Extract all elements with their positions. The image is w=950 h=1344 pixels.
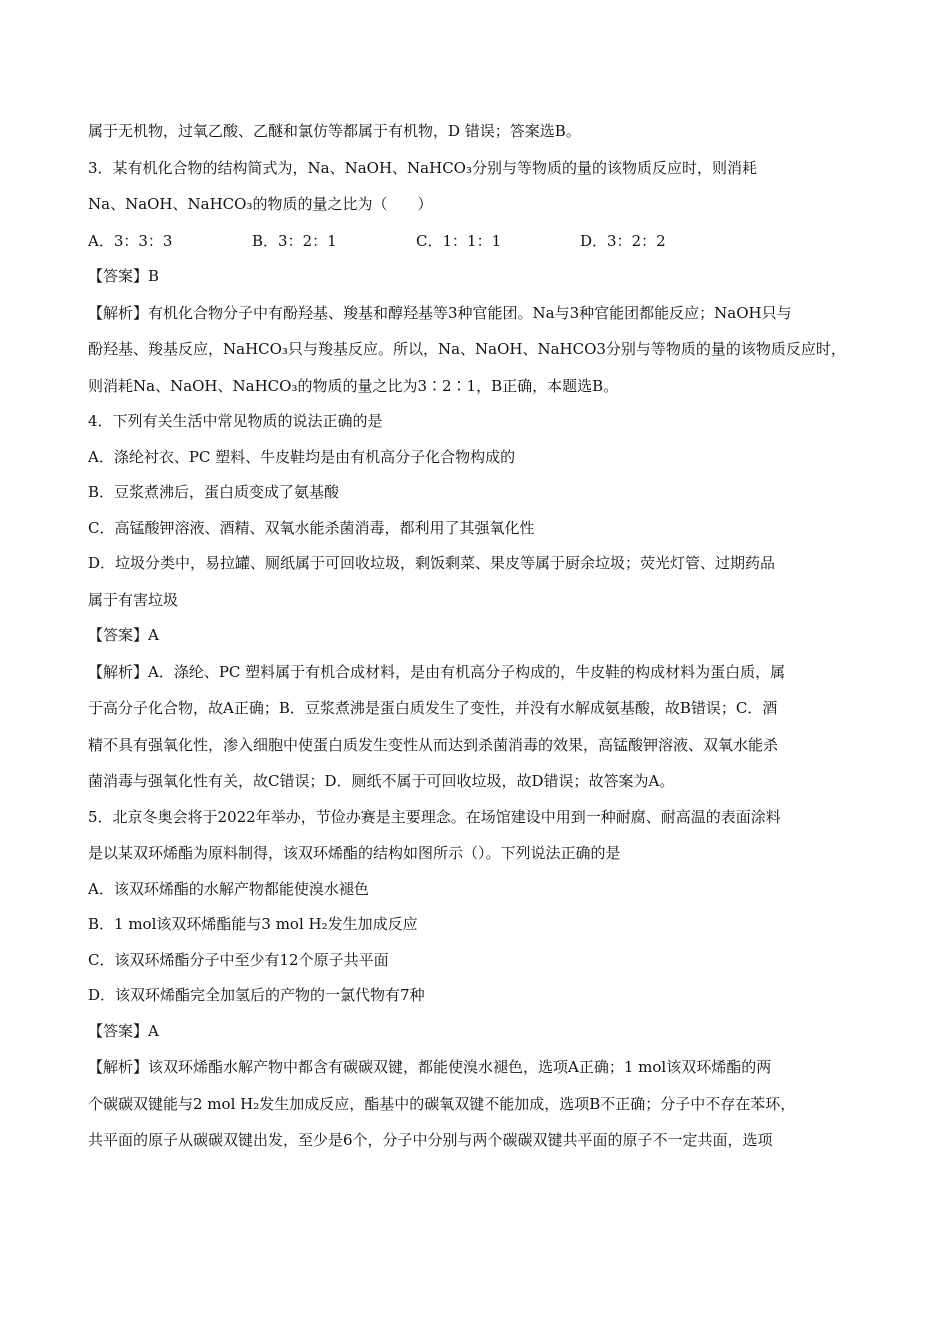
option-d: D．该双环烯酯完全加氢后的产物的一氯代物有7种 <box>88 986 425 1004</box>
answer-line: 【答案】A <box>88 626 159 644</box>
explanation-line: 菌消毒与强氧化性有关，故C错误；D．厕纸不属于可回收垃圾，故D错误；故答案为A。 <box>88 772 675 790</box>
option-a: A．该双环烯酯的水解产物都能使溴水褪色 <box>88 879 369 898</box>
option-d: D．3：2：2 <box>580 231 666 250</box>
option-c: C．该双环烯酯分子中至少有12个原子共平面 <box>88 950 389 969</box>
question-stem: Na、NaOH、NaHCO₃的物质的量之比为（ ） <box>88 195 433 213</box>
question-5 <box>88 807 868 1151</box>
explanation-line: 于高分子化合物，故A正确；B．豆浆煮沸是蛋白质发生了变性，并没有水解成氨基酸，故B错误；C．酒 <box>88 699 778 717</box>
option-c: C．1：1：1 <box>416 231 502 250</box>
explanation-line: 【解析】该双环烯酯水解产物中都含有碳碳双键，都能使溴水褪色，选项A正确；1 mol该双环烯酯的两 <box>88 1058 772 1076</box>
question-stem: 4．下列有关生活中常见物质的说法正确的是 <box>88 412 383 430</box>
option-a: A．3：3：3 <box>88 231 173 250</box>
option-d: D．垃圾分类中，易拉罐、厕纸属于可回收垃圾，剩饭剩菜、果皮等属于厨余垃圾；荧光灯管、过期药品 <box>88 554 776 572</box>
text-line: 属于无机物，过氧乙酸、乙醚和氯仿等都属于有机物，D 错误；答案选B。 <box>88 122 581 140</box>
explanation-line: 酚羟基、羧基反应，NaHCO₃只与羧基反应。所以，Na、NaOH、NaHCO3分别与等物质的量的该物质反应时， <box>88 340 846 358</box>
explanation-line: 精不具有强氧化性，渗入细胞中使蛋白质发生变性从而达到杀菌消毒的效果，高锰酸钾溶液、双氧水能杀 <box>88 735 779 754</box>
question-stem: 是以某双环烯酯为原料制得，该双环烯酯的结构如图所示（）。下列说法正确的是 <box>88 844 621 862</box>
answer-line: 【答案】B <box>88 267 160 285</box>
question-stem: 3．某有机化合物的结构简式为，Na、NaOH、NaHCO₃分别与等物质的量的该物质反应时，则消耗 <box>88 158 757 177</box>
option-a: A．涤纶衬衣、PC 塑料、牛皮鞋均是由有机高分子化合物构成的 <box>88 447 516 466</box>
explanation-line: 共平面的原子从碳碳双键出发，至少是6个，分子中分别与两个碳碳双键共平面的原子不一定共面，选项 <box>88 1131 773 1149</box>
option-b: B．豆浆煮沸后，蛋白质变成了氨基酸 <box>88 483 340 501</box>
question-3 <box>88 158 868 396</box>
answer-line: 【答案】A <box>88 1021 159 1040</box>
option-b: B．1 mol该双环烯酯能与3 mol H₂发生加成反应 <box>88 915 418 933</box>
document-page <box>88 121 868 1150</box>
explanation-line: 【解析】A．涤纶、PC 塑料属于有机合成材料，是由有机高分子构成的，牛皮鞋的构成材料为蛋白质，属 <box>88 662 786 681</box>
explanation-line: 【解析】有机化合物分子中有酚羟基、羧基和醇羟基等3种官能团。Na与3种官能团都能反应；NaOH只与 <box>88 303 792 322</box>
option-b: B．3：2：1 <box>252 231 337 250</box>
option-row <box>88 231 868 251</box>
option-c: C．高锰酸钾溶液、酒精、双氧水能杀菌消毒，都利用了其强氧化性 <box>88 518 535 537</box>
question-stem: 5．北京冬奥会将于2022年举办，节俭办赛是主要理念。在场馆建设中用到一种耐腐、耐高温的表面涂料 <box>88 807 781 826</box>
explanation-line: 个碳碳双键能与2 mol H₂发生加成反应，酯基中的碳氧双键不能加成，选项B不正确；分子中不存在苯环， <box>88 1094 796 1113</box>
option-d-continued: 属于有害垃圾 <box>88 590 179 609</box>
explanation-line: 则消耗Na、NaOH、NaHCO₃的物质的量之比为3∶2∶1，B正确，本题选B。 <box>88 376 619 395</box>
question-4 <box>88 411 868 791</box>
